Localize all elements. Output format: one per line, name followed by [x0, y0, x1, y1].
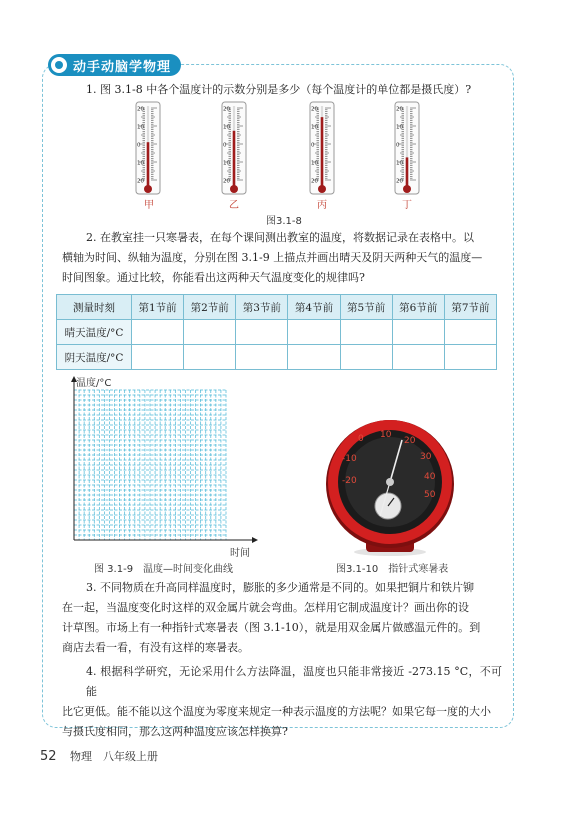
table-cell[interactable]: [184, 320, 236, 345]
question-3-line-3: 计草图。市场上有一种指针式寒暑表（图 3.1-10），就是用双金属片做感温元件的。到: [62, 621, 481, 634]
table-header-cell: 第7节前: [444, 295, 496, 320]
figure-3-1-9-caption: 图 3.1-9 温度—时间变化曲线: [94, 564, 234, 575]
thermometer-tick-label: 10: [223, 124, 230, 131]
table-cell[interactable]: [236, 320, 288, 345]
table-header-cell: 第2节前: [184, 295, 236, 320]
target-icon: [51, 57, 67, 73]
thermometer-tick-label: 0: [396, 142, 400, 149]
question-2-line-1: 2. 在教室挂一只寒暑表，在每个课间测出教室的温度，将数据记录在表格中。以: [86, 231, 474, 244]
table-cell[interactable]: [184, 345, 236, 370]
thermometer-tick-label: 10: [223, 160, 230, 167]
graph-xlabel: 时间: [230, 548, 250, 559]
thermometer-tick-label: 0: [223, 142, 227, 149]
thermometer-tick-label: 20: [396, 178, 403, 185]
thermometer-tick-label: 20: [311, 178, 318, 185]
thermometer-label-ding: 丁: [402, 200, 412, 211]
thermometer-label-bing: 丙: [317, 200, 327, 211]
table-header-row: [57, 295, 497, 320]
table-cell[interactable]: [340, 345, 392, 370]
book-title: 物理 八年级上册: [70, 750, 159, 763]
temperature-record-table: [56, 294, 497, 370]
question-3-line-1: 3. 不同物质在升高同样温度时，膨胀的多少通常是不同的。如果把铜片和铁片铆: [86, 581, 474, 594]
table-header-cell: 第1节前: [132, 295, 184, 320]
table-cell[interactable]: [392, 345, 444, 370]
thermometer-labels: [118, 196, 458, 210]
question-2-line-3: 时间图象。通过比较，你能看出这两种天气温度变化的规律吗?: [62, 271, 365, 284]
question-2-line-2: 横轴为时间、纵轴为温度，分别在图 3.1-9 上描点并画出晴天及阴天两种天气的温度—: [62, 251, 483, 264]
row-label-sunny: 晴天温度/°C: [57, 320, 132, 345]
dial-thermometer: [320, 412, 460, 557]
row-label-cloudy: 阴天温度/°C: [57, 345, 132, 370]
thermometer-tick-label: 10: [311, 124, 318, 131]
thermometer-tick-label: 10: [137, 124, 144, 131]
table-header-cell: 第3节前: [236, 295, 288, 320]
page-footer: [40, 748, 158, 764]
thermometer-tick-label: 10: [137, 160, 144, 167]
dial-number: 40: [424, 472, 436, 482]
thermometer-label-jia: 甲: [144, 200, 154, 211]
thermometer-tick-label: 20: [396, 106, 403, 113]
question-4-line-1: 4. 根据科学研究，无论采用什么方法降温，温度也只能非常接近 -273.15 °C，不可能: [86, 665, 502, 698]
dial-number: 10: [380, 430, 392, 440]
thermometer-label-yi: 乙: [229, 200, 239, 211]
table-cell[interactable]: [236, 345, 288, 370]
section-header: [48, 54, 181, 76]
table-header-cell: 第6节前: [392, 295, 444, 320]
thermometer-tick-label: 20: [137, 106, 144, 113]
dial-number: -20: [342, 476, 357, 486]
thermometer-tick-label: 20: [137, 178, 144, 185]
table-header-cell: 测量时刻: [57, 295, 132, 320]
thermometer-bulb: [144, 185, 152, 193]
table-row: [57, 320, 497, 345]
table-cell[interactable]: [132, 345, 184, 370]
dial-number: 20: [404, 436, 416, 446]
temperature-time-graph: [62, 372, 262, 558]
table-cell[interactable]: [444, 345, 496, 370]
thermometer-tick-label: 10: [396, 124, 403, 131]
figure-3-1-10-caption: 图3.1-10 指针式寒暑表: [336, 564, 449, 575]
question-3: [62, 578, 502, 658]
graph-ylabel: 温度/°C: [76, 378, 112, 389]
question-3-line-2: 在一起，当温度变化时这样的双金属片就会弯曲。怎样用它制成温度计？画出你的设: [62, 601, 469, 614]
table-cell[interactable]: [444, 320, 496, 345]
table-cell[interactable]: [392, 320, 444, 345]
thermometer-tick-label: 20: [223, 106, 230, 113]
dial-number: 50: [424, 490, 436, 500]
question-1: 1. 图 3.1-8 中各个温度计的示数分别是多少（每个温度计的单位都是摄氏度）?: [86, 83, 472, 96]
table-header-cell: 第4节前: [288, 295, 340, 320]
figure-3-1-8-caption: 图3.1-8: [266, 216, 302, 227]
section-title: 动手动脑学物理: [73, 59, 172, 75]
table-row: [57, 345, 497, 370]
thermometer-tick-label: 10: [396, 160, 403, 167]
question-4: [62, 662, 502, 742]
question-3-line-4: 商店去看一看，有没有这样的寒暑表。: [62, 641, 249, 654]
thermometer-bulb: [403, 185, 411, 193]
question-4-line-3: 与摄氏度相同，那么这两种温度应该怎样换算?: [62, 725, 288, 738]
question-2: [62, 228, 502, 288]
table-cell[interactable]: [288, 345, 340, 370]
thermometer-bulb: [318, 185, 326, 193]
dial-number: 0: [358, 434, 364, 444]
thermometer-tick-label: 10: [311, 160, 318, 167]
thermometer-figure: [118, 100, 458, 208]
thermometer-tick-label: 20: [311, 106, 318, 113]
table-header-cell: 第5节前: [340, 295, 392, 320]
thermometer-bulb: [230, 185, 238, 193]
thermometer-tick-label: 0: [311, 142, 315, 149]
graph-grid-svg: [62, 372, 262, 558]
thermometers-svg: [118, 100, 458, 208]
table-cell[interactable]: [288, 320, 340, 345]
thermometer-tick-label: 0: [137, 142, 141, 149]
dial-number: -10: [342, 454, 357, 464]
question-4-line-2: 比它更低。能不能以这个温度为零度来规定一种表示温度的方法呢？如果它每一度的大小: [62, 705, 491, 718]
table-cell[interactable]: [340, 320, 392, 345]
page-number: 52: [40, 749, 57, 764]
dial-number: 30: [420, 452, 432, 462]
table-cell[interactable]: [132, 320, 184, 345]
x-axis-arrow-icon: [252, 537, 258, 543]
thermometer-tick-label: 20: [223, 178, 230, 185]
